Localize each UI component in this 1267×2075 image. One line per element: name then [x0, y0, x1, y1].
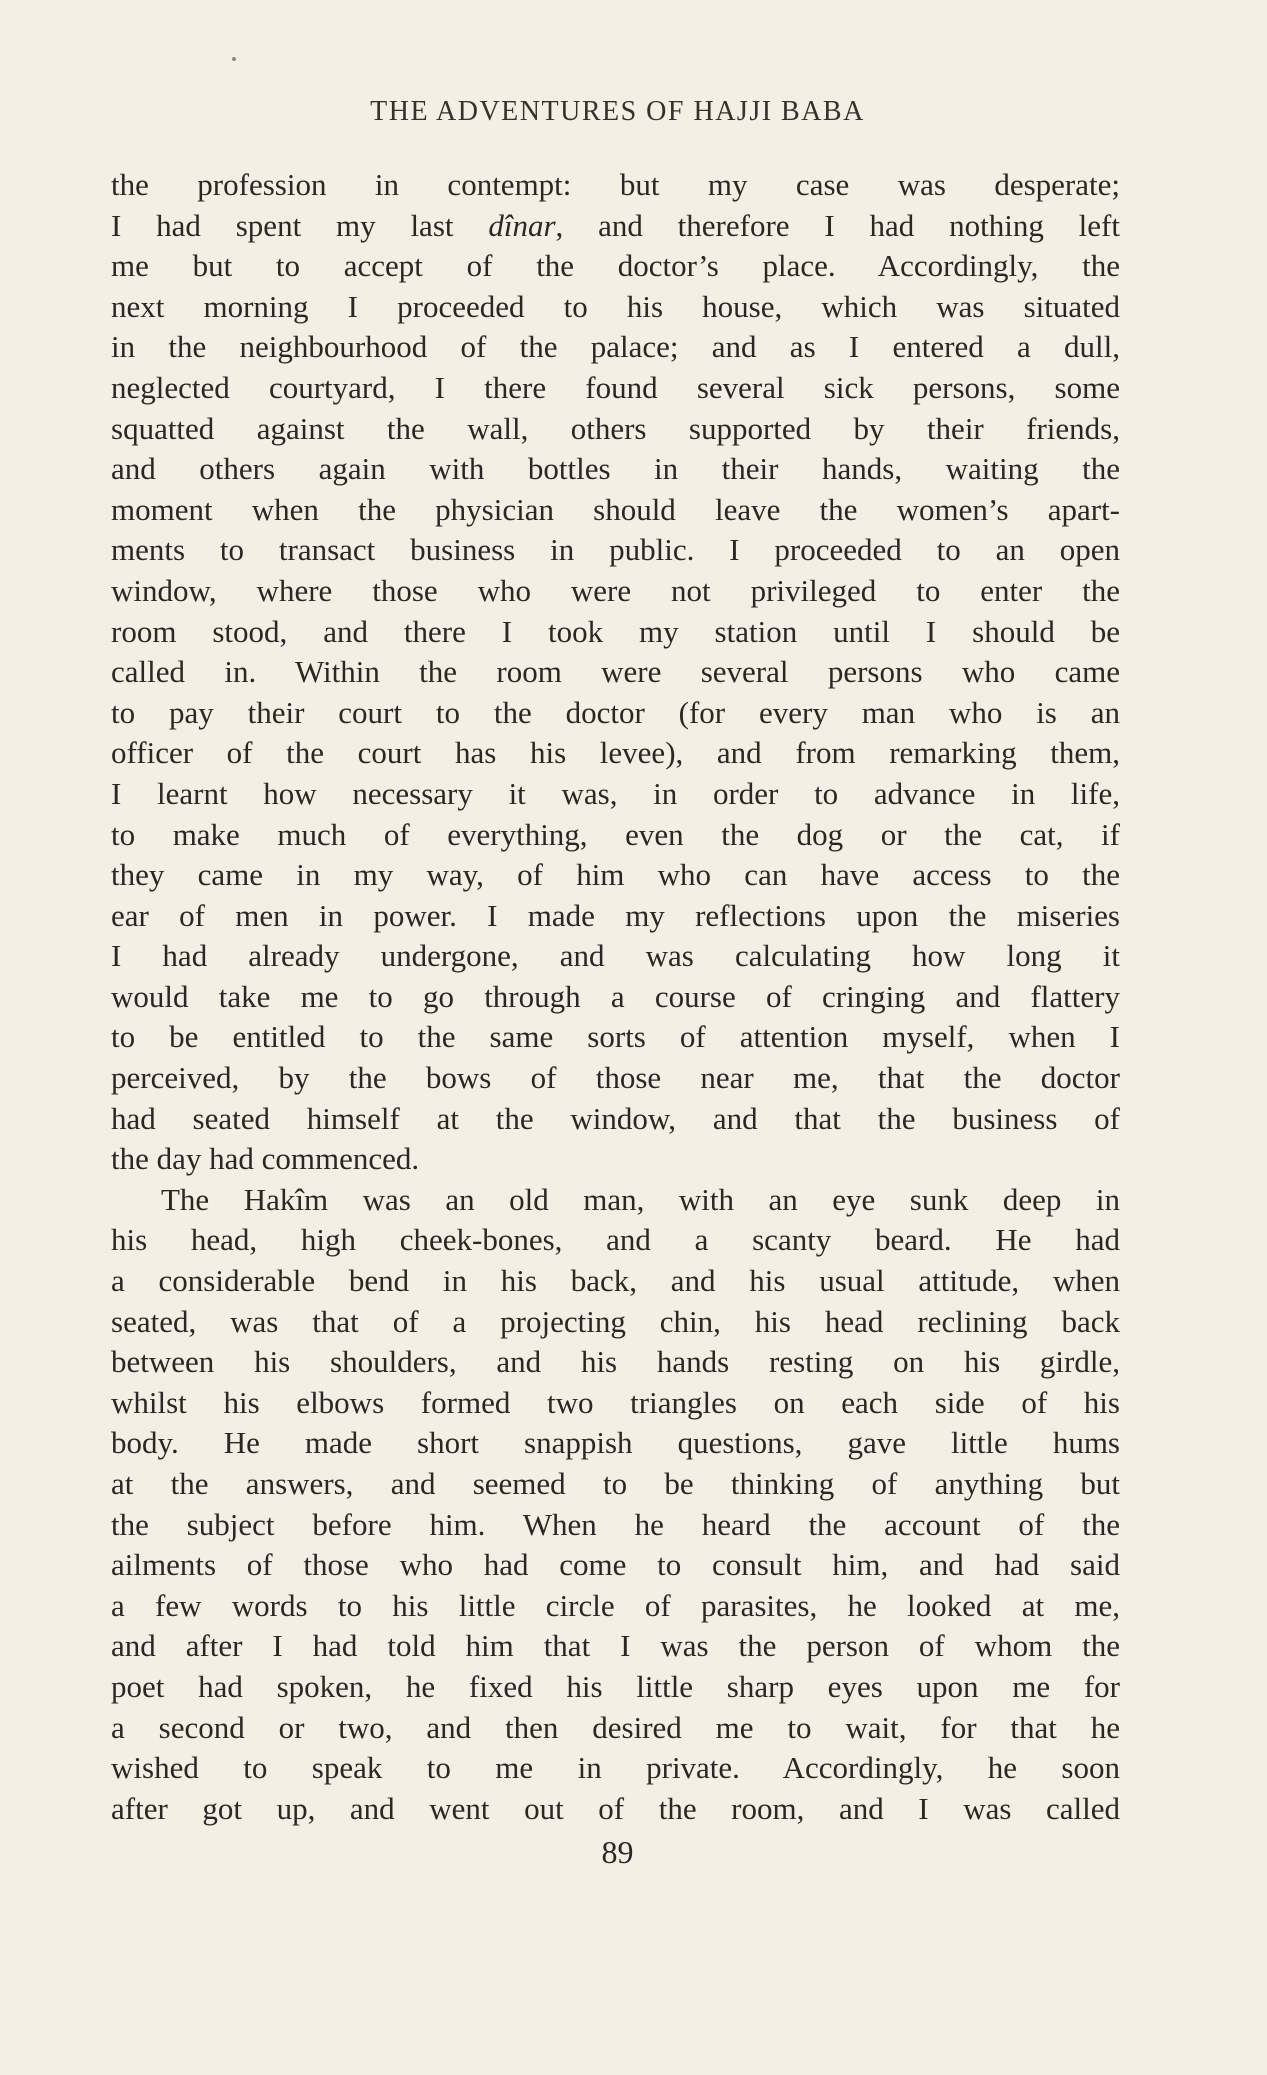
text-line: they came in my way, of him who can have access to the — [111, 857, 1120, 893]
text-line: to make much of everything, even the dog or the cat, if — [111, 816, 1120, 852]
text-line: the day had commenced. — [111, 1141, 420, 1177]
text-line: the profession in contempt: but my case was desperate; — [111, 167, 1120, 202]
text-line: perceived, by the bows of those near me, that the doctor — [111, 1060, 1120, 1096]
text-line: a considerable bend in his back, and his usual attitude, when — [111, 1263, 1120, 1299]
text-line: called in. Within the room were several persons who came — [111, 654, 1120, 690]
text-line: officer of the court has his levee), and from remarking them, — [111, 735, 1120, 771]
text-line: room stood, and there I took my station until I should be — [111, 613, 1120, 649]
text-line: wished to speak to me in private. Accordingly, he soon — [111, 1750, 1120, 1786]
text-line: between his shoulders, and his hands resting on his girdle, — [111, 1344, 1120, 1380]
text-line: a second or two, and then desired me to wait, for that he — [111, 1709, 1120, 1745]
text-line: and after I had told him that I was the person of whom the — [111, 1628, 1120, 1664]
text-line: after got up, and went out of the room, and I was called — [111, 1790, 1120, 1826]
page-mark-dot — [232, 57, 236, 61]
text-line: a few words to his little circle of parasites, he looked at me, — [111, 1587, 1120, 1623]
text-line: The Hakîm was an old man, with an eye sunk deep in — [161, 1181, 1120, 1217]
text-line: next morning I proceeded to his house, which was situated — [111, 288, 1120, 324]
text-line: had seated himself at the window, and that the business of — [111, 1100, 1120, 1136]
text-line: poet had spoken, he fixed his little sharp eyes upon me for — [111, 1668, 1120, 1704]
text-line: and others again with bottles in their hands, waiting the — [111, 451, 1120, 487]
text-line: ailments of those who had come to consult him, and had said — [111, 1547, 1120, 1583]
text-line: body. He made short snappish questions, gave little hums — [111, 1425, 1120, 1461]
text-line: I had spent my last dînar, and therefore I had nothing left — [111, 207, 1120, 243]
text-line: in the neighbourhood of the palace; and as I entered a dull, — [111, 329, 1120, 365]
text-line: squatted against the wall, others supported by their friends, — [111, 410, 1120, 446]
text-line: neglected courtyard, I there found several sick persons, some — [111, 369, 1120, 405]
text-line: window, where those who were not privileged to enter the — [111, 572, 1120, 608]
text-line: would take me to go through a course of cringing and flattery — [111, 978, 1120, 1014]
text-line: whilst his elbows formed two triangles on each side of his — [111, 1384, 1120, 1420]
text-line: to be entitled to the same sorts of attention myself, when I — [111, 1019, 1120, 1055]
text-line: moment when the physician should leave the women’s apart- — [111, 491, 1120, 527]
text-line: to pay their court to the doctor (for every man who is an — [111, 694, 1120, 730]
text-line: I learnt how necessary it was, in order to advance in life, — [111, 775, 1120, 811]
text-line: at the answers, and seemed to be thinking of anything but — [111, 1466, 1120, 1501]
text-line: me but to accept of the doctor’s place. Accordingly, the — [111, 248, 1120, 284]
text-line: ments to transact business in public. I proceeded to an open — [111, 532, 1120, 568]
text-line: his head, high cheek-bones, and a scanty beard. He had — [111, 1222, 1120, 1258]
text-line: I had already undergone, and was calculating how long it — [111, 938, 1120, 974]
running-head: THE ADVENTURES OF HAJJI BABA — [370, 96, 865, 127]
text-line: the subject before him. When he heard the account of the — [111, 1506, 1120, 1542]
text-line: seated, was that of a projecting chin, his head reclining back — [111, 1303, 1120, 1339]
page-number: 89 — [601, 1834, 634, 1870]
body-text — [111, 165, 1120, 1829]
text-line: ear of men in power. I made my reflections upon the miseries — [111, 897, 1120, 933]
